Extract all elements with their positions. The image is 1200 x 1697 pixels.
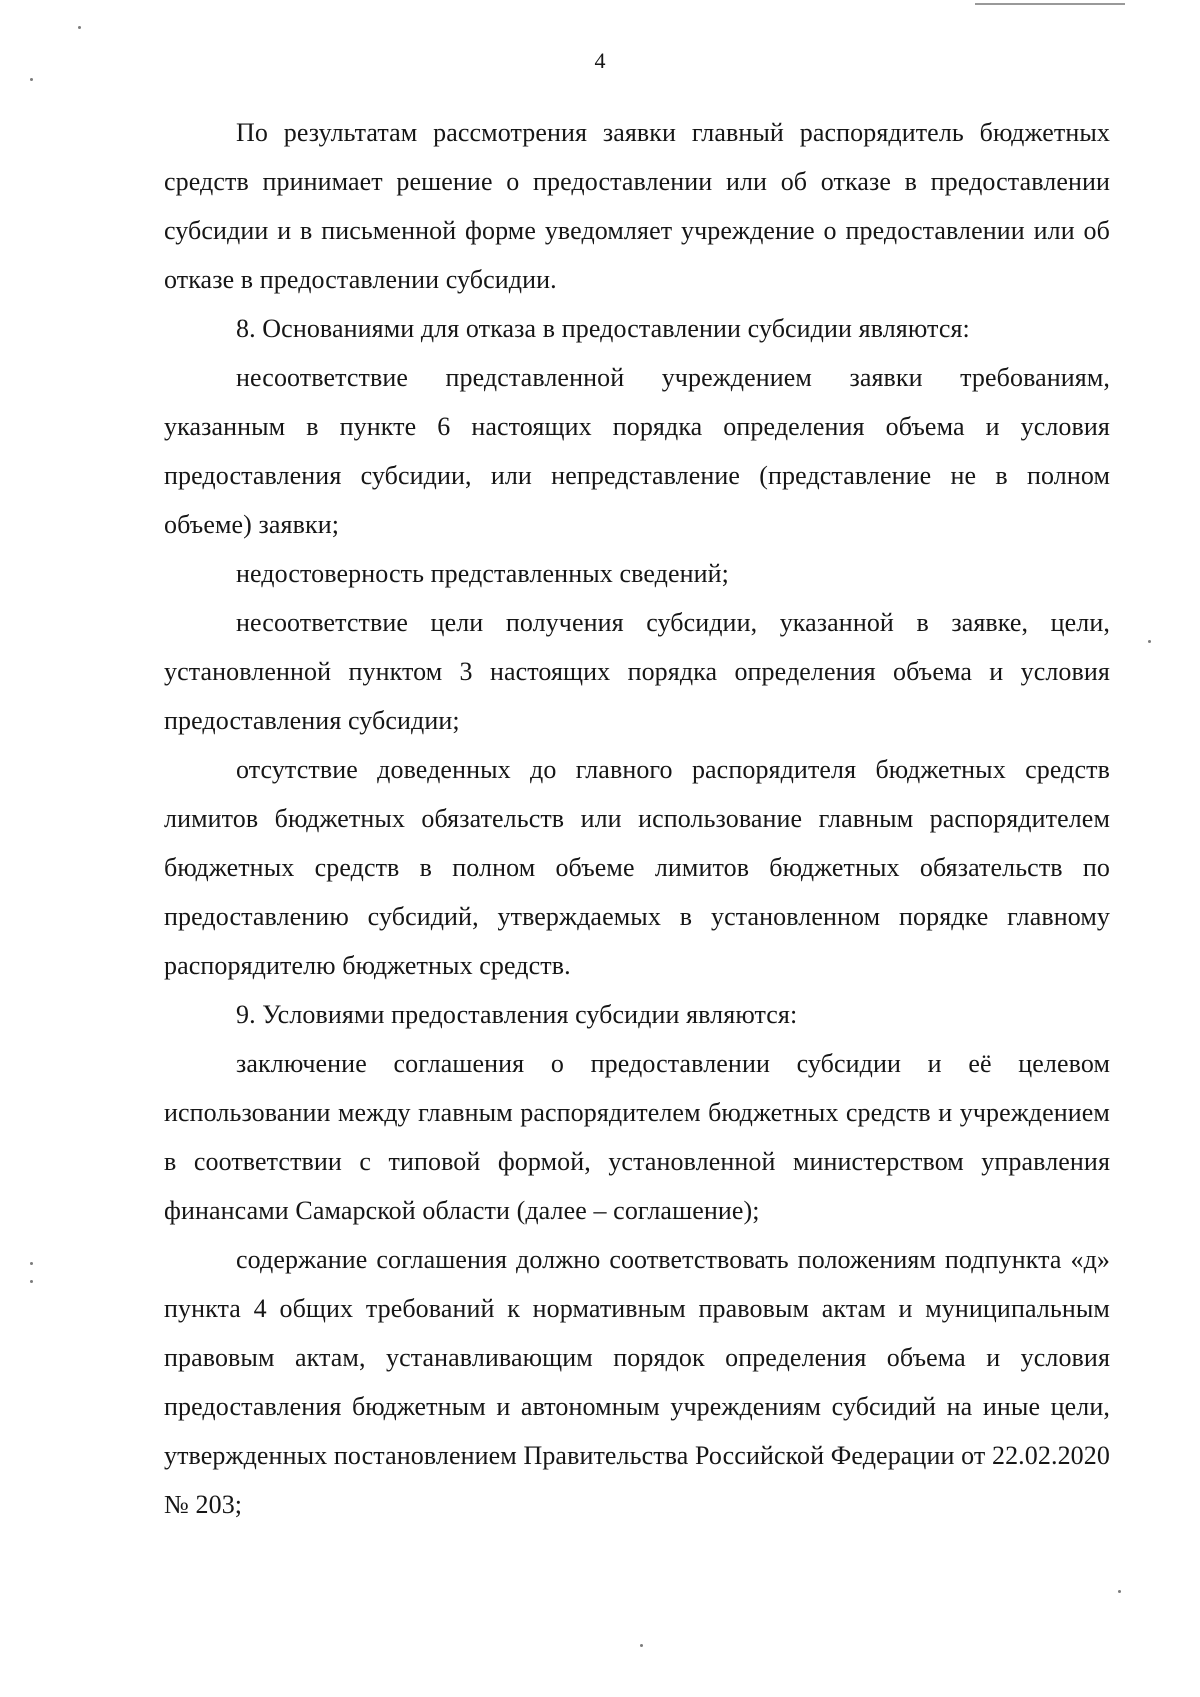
- scan-edge-mark: [975, 3, 1125, 5]
- scan-speck: [78, 26, 81, 29]
- page-number: 4: [594, 48, 606, 73]
- scan-speck: [640, 1644, 643, 1647]
- paragraph-clause-8-heading: 8. Основаниями для отказа в предоставлении субсидии являются:: [236, 314, 970, 343]
- scan-speck: [30, 1262, 33, 1265]
- paragraph-clause-9-heading: 9. Условиями предоставления субсидии являются:: [236, 1000, 798, 1029]
- scan-speck: [30, 78, 33, 81]
- scan-speck: [1118, 1590, 1121, 1593]
- scan-speck: [30, 1280, 33, 1283]
- paragraph-refusal-limits: отсутствие доведенных до главного распорядителя бюджетных средств лимитов бюджетных обязательств или использование главным распорядителем бюджетных средств в полном объеме лимитов бюджетных обязательств по предоставлению субсидий, утверждаемых в установленном порядке главному распорядителю бюджетных средств.: [164, 755, 1110, 980]
- paragraph-refusal-purpose: несоответствие цели получения субсидии, указанной в заявке, цели, установленной пунктом 3 настоящих порядка определения объема и условия предоставления субсидии;: [164, 608, 1110, 735]
- paragraph-condition-content: содержание соглашения должно соответствовать положениям подпункта «д» пункта 4 общих требований к нормативным правовым актам и муниципальным правовым актам, устанавливающим порядок определения объема и условия предоставления бюджетным и автономным учреждениям субсидий на иные цели, утвержденных постановлением Правительства Российской Федерации от 22.02.2020 № 203;: [164, 1245, 1110, 1519]
- paragraph-refusal-unreliable: недостоверность представленных сведений;: [236, 559, 729, 588]
- paragraph-condition-agreement: заключение соглашения о предоставлении субсидии и её целевом использовании между главным распорядителем бюджетных средств и учреждением в соответствии с типовой формой, установленной министерством управления финансами Самарской области (далее – соглашение);: [164, 1049, 1110, 1225]
- paragraph-refusal-mismatch: несоответствие представленной учреждением заявки требованиям, указанным в пункте 6 настоящих порядка определения объема и условия предоставления субсидии, или непредставление (представление не в полном объеме) заявки;: [164, 363, 1110, 539]
- scan-speck: [1148, 640, 1151, 643]
- document-body: [164, 108, 1110, 1529]
- paragraph-review-decision: По результатам рассмотрения заявки главный распорядитель бюджетных средств принимает решение о предоставлении или об отказе в предоставлении субсидии и в письменной форме уведомляет учреждение о предоставлении или об отказе в предоставлении субсидии.: [164, 118, 1110, 294]
